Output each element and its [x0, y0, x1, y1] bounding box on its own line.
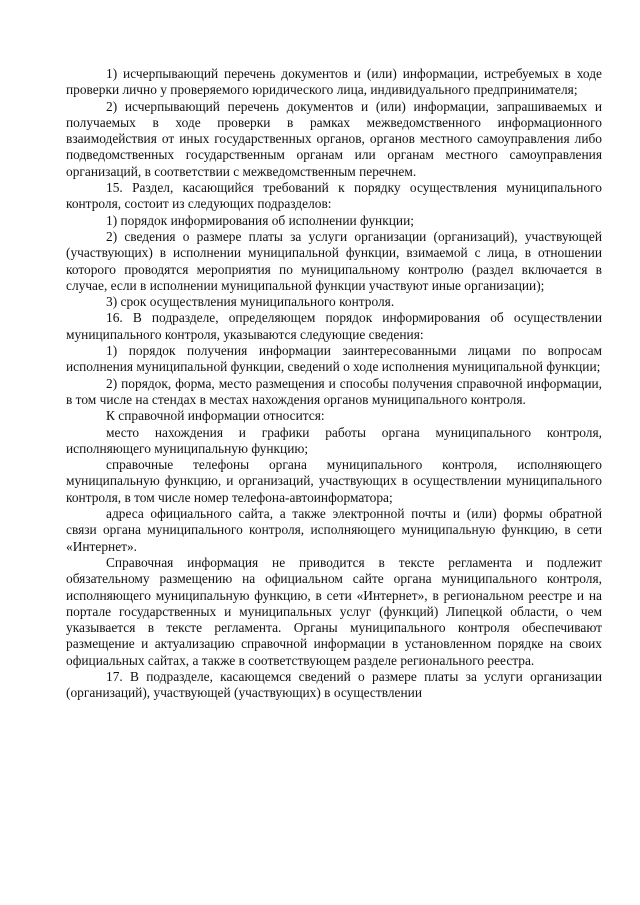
paragraph-section-16: 16. В подразделе, определяющем порядок информирования об осуществлении муниципального контроля, указываются следующие сведения: — [66, 310, 602, 342]
paragraph-reference-phones: справочные телефоны органа муниципального контроля, исполняющего муниципальную функцию, и организаций, участвующих в осуществлении муниципального контроля, в том числе номер телефона-автоинформатора; — [66, 457, 602, 505]
paragraph-16-item-2: 2) порядок, форма, место размещения и способы получения справочной информации, в том числе на стендах в местах нахождения органов муниципального контроля. — [66, 375, 602, 407]
paragraph-16-item-1: 1) порядок получения информации заинтересованными лицами по вопросам исполнения муниципальной функции, сведений о ходе исполнения муниципальной функции; — [66, 343, 602, 375]
paragraph-15-item-2: 2) сведения о размере платы за услуги организации (организаций), участвующей (участвующих) в исполнении муниципальной функции, взимаемой с лица, в отношении которого проводятся мероприятия по муниципальному контролю (раздел включается в случае, если в исполнении муниципальной функции участвуют иные организации); — [66, 228, 602, 293]
paragraph-reference-info-intro: К справочной информации относится: — [106, 408, 325, 424]
paragraph-reference-website: адреса официального сайта, а также электронной почты и (или) формы обратной связи органа муниципального контроля, исполняющего муниципальную функцию, в сети «Интернет». — [66, 506, 602, 554]
paragraph-reference-location: место нахождения и графики работы органа муниципального контроля, исполняющего муниципальную функцию; — [66, 424, 602, 456]
paragraph-section-15: 15. Раздел, касающийся требований к порядку осуществления муниципального контроля, состоит из следующих подразделов: — [66, 180, 602, 212]
paragraph-section-17: 17. В подразделе, касающемся сведений о размере платы за услуги организации (организаций), участвующей (участвующих) в осуществлении — [66, 668, 602, 701]
paragraph-15-item-1: 1) порядок информирования об исполнении функции; — [106, 212, 414, 228]
paragraph-list-item-1-documents-from-entity: 1) исчерпывающий перечень документов и (или) информации, истребуемых в ходе проверки лично у проверяемого юридического лица, индивидуального предпринимателя; — [66, 66, 602, 98]
paragraph-15-item-3: 3) срок осуществления муниципального контроля. — [106, 294, 395, 310]
document-page — [66, 66, 602, 702]
paragraph-list-item-2-interagency-documents: 2) исчерпывающий перечень документов и (или) информации, запрашиваемых и получаемых в ходе проверки в рамках межведомственного информационного взаимодействия от иных государственных органов, органов местного самоуправления либо подведомственных государственным органам или органам местного самоуправления организаций, в соответствии с межведомственным перечнем. — [66, 98, 602, 179]
paragraph-reference-publication: Справочная информация не приводится в тексте регламента и подлежит обязательному размещению на официальном сайте органа муниципального контроля, исполняющего муниципальную функцию, в сети «Интернет», в региональном реестре и на портале государственных и муниципальных услуг (функций) Липецкой области, о чем указывается в тексте регламента. Органы муниципального контроля обеспечивают размещение и актуализацию справочной информации в установленном порядке на своих официальных сайтах, а также в соответствующем разделе регионального реестра. — [66, 554, 602, 668]
